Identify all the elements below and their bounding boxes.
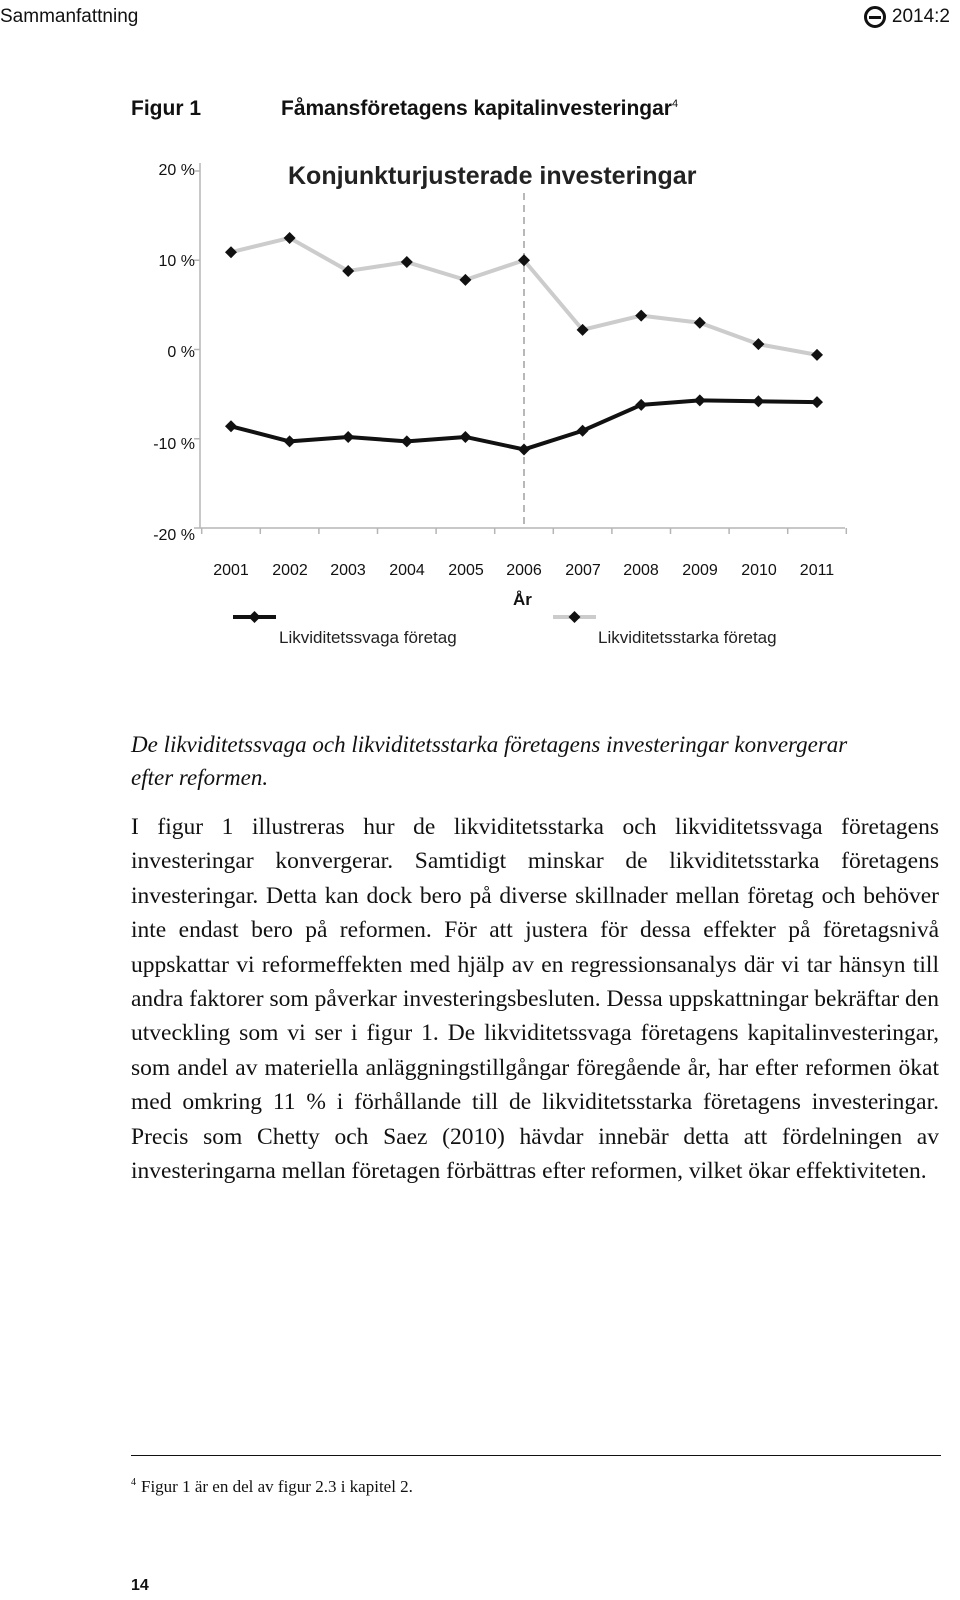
figure-footnote-ref: 4 bbox=[671, 98, 679, 110]
x-tick-label: 2008 bbox=[623, 562, 659, 579]
chart-title: Konjunkturjusterade investeringar bbox=[288, 162, 697, 190]
data-point bbox=[694, 317, 706, 329]
data-point bbox=[342, 431, 354, 443]
figure-title-text: Fåmansföretagens kapitalinvesteringar bbox=[281, 97, 672, 120]
legend-label-strong: Likviditetsstarka företag bbox=[598, 628, 777, 647]
line-chart bbox=[0, 0, 960, 660]
data-point bbox=[752, 395, 764, 407]
legend-label-weak: Likviditetssvaga företag bbox=[279, 628, 457, 647]
data-point bbox=[284, 435, 296, 447]
x-tick-label: 2003 bbox=[330, 562, 366, 579]
x-tick-label: 2002 bbox=[272, 562, 308, 579]
x-tick-label: 2001 bbox=[213, 562, 249, 579]
lead-text: De likviditetssvaga och likviditetsstarka företagens investeringar konvergerar efter reformen. bbox=[131, 732, 848, 790]
footnote bbox=[131, 1477, 413, 1497]
y-tick-label: 20 % bbox=[158, 162, 195, 179]
footnote-divider bbox=[131, 1455, 941, 1456]
page-number: 14 bbox=[131, 1577, 149, 1594]
x-tick-label: 2011 bbox=[799, 562, 835, 579]
data-point bbox=[401, 256, 413, 268]
running-head: Sammanfattning bbox=[0, 6, 139, 27]
x-tick-label: 2009 bbox=[682, 562, 718, 579]
figure-label: Figur 1 bbox=[131, 97, 202, 120]
data-point bbox=[225, 420, 237, 432]
data-point bbox=[635, 310, 647, 322]
data-point bbox=[459, 274, 471, 286]
x-tick-label: 2006 bbox=[506, 562, 542, 579]
x-tick-label: 2005 bbox=[448, 562, 484, 579]
data-point bbox=[694, 394, 706, 406]
data-point bbox=[752, 338, 764, 350]
legend-swatch-marker bbox=[249, 611, 261, 623]
data-point bbox=[401, 435, 413, 447]
data-point bbox=[577, 425, 589, 437]
y-tick-label: 0 % bbox=[167, 344, 195, 361]
footnote-text: Figur 1 är en del av figur 2.3 i kapitel 2. bbox=[141, 1477, 413, 1496]
y-tick-label: -10 % bbox=[153, 436, 195, 453]
x-axis-label: År bbox=[513, 590, 532, 609]
y-tick-label: -20 % bbox=[153, 527, 195, 544]
data-point bbox=[518, 443, 530, 455]
x-tick-label: 2010 bbox=[741, 562, 777, 579]
legend-swatch-marker bbox=[569, 611, 581, 623]
data-point bbox=[459, 431, 471, 443]
x-tick-label: 2004 bbox=[389, 562, 425, 579]
data-point bbox=[225, 246, 237, 258]
data-point bbox=[811, 349, 823, 361]
y-tick-label: 10 % bbox=[158, 253, 195, 270]
data-point bbox=[811, 396, 823, 408]
footnote-number: 4 bbox=[131, 1477, 136, 1489]
body-paragraph: I figur 1 illustreras hur de likviditetsstarka och likviditetssvaga företagens investeringar konvergerar. Samtidigt minskar de likviditetsstarka företagens investeringar. Detta kan dock bero på diverse skillnader mellan företag och behöver inte endast bero på reformen. För att justera för dessa effekter på företagsnivå uppskattar vi reformeffekten med hjälp av en regressionsanalys där vi tar hänsyn till andra faktorer som påverkar investeringsbesluten. Dessa uppskattningar bekräftar den utveckling som vi ser i figur 1. De likviditetssvaga företagens kapitalinvesteringar, som andel av materiella anläggningstillgångar föregående år, har efter reformen ökat med omkring 11 % i förhållande till de likviditetsstarka företagens investeringar. Precis som Chetty och Saez (2010) hävdar innebär detta att fördelningen av investeringarna mellan företagen förbättras efter reformen, vilket ökar effektiviteten. bbox=[131, 814, 939, 1185]
x-tick-label: 2007 bbox=[565, 562, 601, 579]
data-point bbox=[635, 399, 647, 411]
issue-number: 2014:2 bbox=[891, 6, 950, 27]
